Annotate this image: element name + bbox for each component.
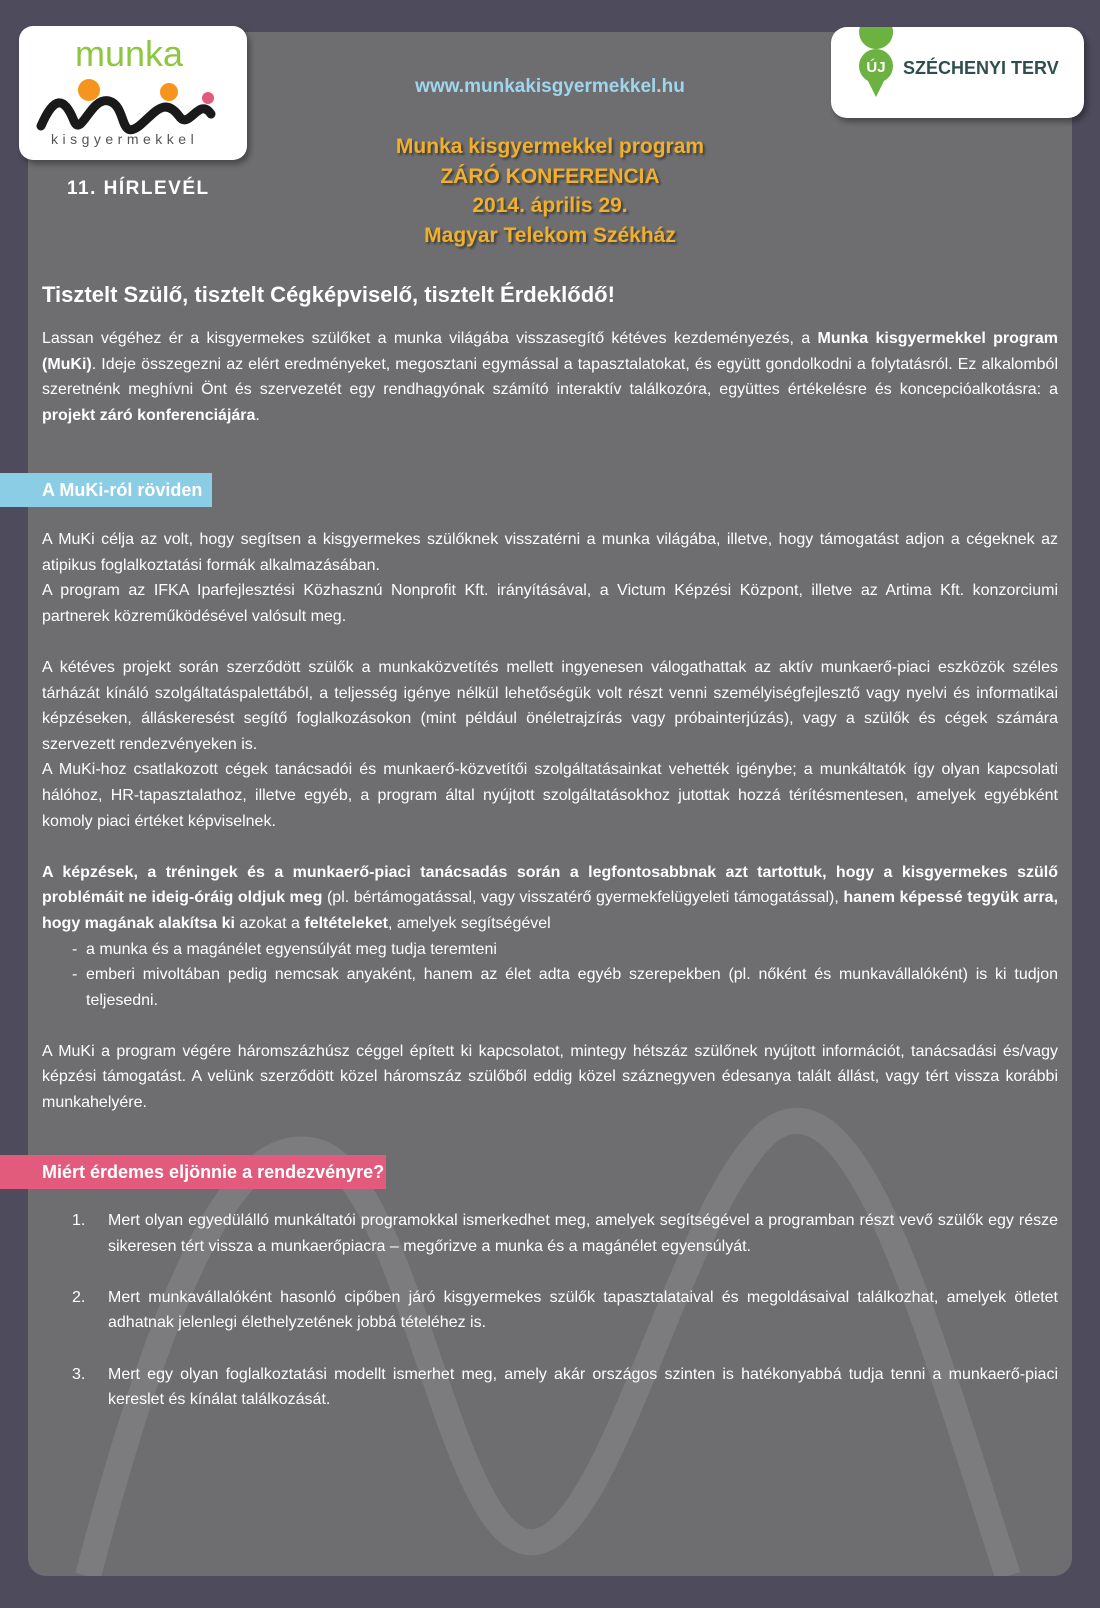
list-item: - emberi mivoltában pedig nemcsak anyaként, hanem az élet adta egyéb szerepekben (pl. nőként és munkavállalóként) is ki tudjon teljesedni. (72, 962, 1058, 1013)
about-section (42, 527, 1058, 1116)
list-item: - a munka és a magánélet egyensúlyát meg tudja teremteni (72, 937, 1058, 963)
logo-szechenyi-text: SZÉCHENYI TERV (903, 58, 1059, 78)
szechenyi-terv-logo (831, 27, 1084, 118)
about-paragraph-4: A MuKi-hoz csatlakozott cégek tanácsadói és munkaerő-közvetítői szolgáltatásainkat vehették igénybe; a munkáltatók így olyan kapcsolati hálóhoz, HR-tapasztalathoz, illetve egyéb, a program által nyújtott szolgáltatásokhoz jutottak hozzá térítésmentesen, amelyek egyébként komoly piaci értéket képviselnek. (42, 761, 1058, 830)
logo-word-kisgyermekkel: kisgyermekkel (51, 131, 199, 147)
event-venue: Magyar Telekom Székház (424, 223, 676, 247)
intro-paragraph: Lassan végéhez ér a kisgyermekes szülőket a munka világába visszasegítő kétéves kezdeményezés, a Munka kisgyermekkel program (MuKi). Ideje összegezni az elért eredményeket, megosztani egymással a tapasztalatokat, és együtt gondolkodni a folytatásról. Ez alkalomból szeretnénk meghívni Önt és szervezetét egy rendhagyónak számító interaktív találkozóra, együttes értékelésre és koncepcióalkotásra: a projekt záró konferenciájára. (42, 330, 1059, 424)
greeting-heading: Tisztelt Szülő, tisztelt Cégképviselő, tisztelt Érdeklődő! (42, 282, 615, 307)
event-info (0, 132, 1100, 250)
list-item: 2. Mert munkavállalóként hasonló cipőben járó kisgyermekes szülők tapasztalataival és megoldásaival találkozhat, amelyek ötletet adhatnak jelenlegi élethelyzetének jobbá tételéhez is. (72, 1288, 1058, 1332)
event-date: 2014. április 29. (472, 194, 628, 217)
reasons-list (42, 1208, 1058, 1438)
section-heading-why: Miért érdemes eljönnie a rendezvényre? (0, 1155, 386, 1189)
list-item: 1. Mert olyan egyedülálló munkáltatói programokkal ismerkedhet meg, amelyek segítségével a programban részt vevő szülők egy része sikeresen tért vissza a munkaerőpiacra – megőrizve a munka és a magánélet egyensúlyát. (72, 1212, 1058, 1255)
about-paragraph-3: A kétéves projekt során szerződött szülők a munkaközvetítés mellett ingyenesen válogathattak az aktív munkaerő-piaci eszközök széles tárházát kínáló szolgáltatáspalettából, a teljesség igénye nélkül lehetőségük volt részt venni személyiségfejlesztő vagy nyelvi és informatikai képzéseken, álláskeresést segítő foglalkozásokon (mint például önéletrajzírás vagy próbainterjúzás), vagy a szülők és cégek számára szervezett rendezvényeken is. (42, 658, 1058, 753)
list-item: 3. Mert egy olyan foglalkoztatási modellt ismerhet meg, amely akár országos szinten is hatékonyabbá tudja tenni a munkaerő-piaci kereslet és kínálat találkozását. (72, 1365, 1058, 1409)
about-paragraph-2: A program az IFKA Iparfejlesztési Közhasznú Nonprofit Kft. irányításával, a Victum Képzési Központ, illetve az Artima Kft. konzorciumi partnerek közreműködésével valósult meg. (42, 582, 1058, 625)
website-link[interactable]: www.munkakisgyermekkel.hu (415, 76, 685, 97)
about-paragraph-5: A képzések, a tréningek és a munkaerő-piaci tanácsadás során a legfontosabbnak azt tartottuk, hogy a kisgyermekes szülő problémáit ne ideig-óráig oldjuk meg (pl. bértámogatással, vagy visszatérő gyermekfelügyeleti támogatással), hanem képessé tegyük arra, hogy magának alakítsa ki azokat a feltételeket, amelyek segítségével (42, 863, 1059, 932)
event-title: ZÁRÓ KONFERENCIA (440, 164, 660, 188)
event-program: Munka kisgyermekkel program (395, 135, 705, 158)
goals-list (42, 937, 1058, 1014)
about-paragraph-6: A MuKi a program végére háromszázhúsz céggel épített ki kapcsolatot, mintegy hétszáz szülőnek nyújtott információt, tanácsadási és/vagy képzési támogatást. A velünk szerződött közel háromszáz szülőből eddig közel száznegyven édesanya talált állást, vagy tért vissza korábbi munkahelyére. (42, 1042, 1058, 1112)
section-heading-about: A MuKi-ról röviden (0, 473, 212, 507)
logo-word-munka: munka (75, 33, 184, 74)
about-paragraph-1: A MuKi célja az volt, hogy segítsen a kisgyermekes szülőknek visszatérni a munka világába, illetve, hogy támogatást adjon a cégeknek az atipikus foglalkoztatási formák alkalmazásában. (42, 531, 1058, 574)
newsletter-number: 11. HÍRLEVÉL (67, 178, 210, 199)
logo-badge-uj: ÚJ (866, 59, 886, 76)
